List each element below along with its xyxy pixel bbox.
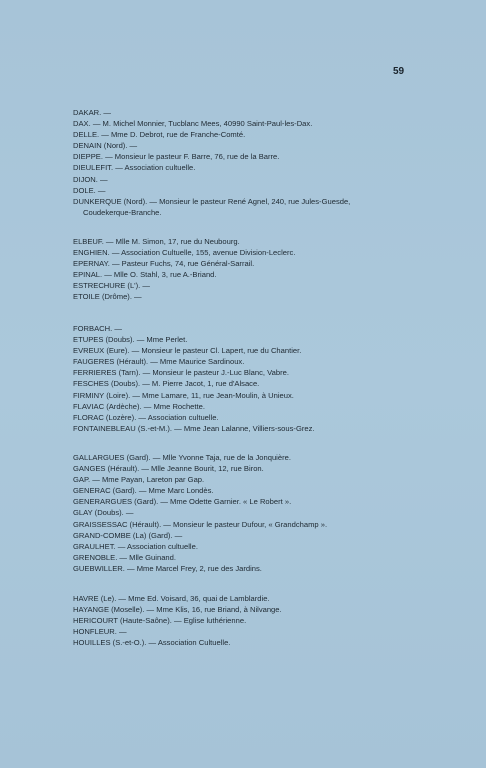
directory-entry: GUEBWILLER. — Mme Marcel Frey, 2, rue des Jardins.: [73, 563, 262, 573]
section-e: [73, 236, 373, 303]
directory-entry: FAUGERES (Hérault). — Mme Maurice Sardinoux.: [73, 357, 245, 367]
directory-entry: GRAISSESSAC (Hérault). — Monsieur le pasteur Dufour, « Grandchamp ».: [73, 519, 328, 529]
directory-entry: FORBACH. —: [73, 324, 122, 333]
directory-entry: ELBEUF. — Mlle M. Simon, 17, rue du Neubourg.: [73, 237, 240, 246]
directory-entry: DOLE. —: [73, 185, 106, 195]
directory-entry: HAVRE (Le). — Mme Ed. Voisard, 36, quai de Lamblardie.: [73, 594, 270, 603]
section-h: [73, 593, 373, 648]
section-g: [73, 452, 373, 574]
directory-entry: EPINAL. — Mlle O. Stahl, 3, rue A.-Briand.: [73, 270, 217, 280]
directory-entry: FLAVIAC (Ardèche). — Mme Rochette.: [73, 401, 205, 411]
directory-entry: FESCHES (Doubs). — M. Pierre Jacot, 1, rue d'Alsace.: [73, 379, 260, 389]
directory-entry: ETUPES (Doubs). — Mme Perlet.: [73, 335, 188, 345]
directory-entry: GALLARGUES (Gard). — Mlle Yvonne Taja, rue de la Jonquière.: [73, 453, 291, 462]
directory-entry: DAKAR. —: [73, 108, 111, 117]
directory-entry-continuation: Coudekerque-Branche.: [83, 207, 162, 217]
directory-entry: HAYANGE (Moselle). — Mme Klis, 16, rue Briand, à Nilvange.: [73, 605, 282, 615]
directory-entry: DIEULEFIT. — Association cultuelle.: [73, 163, 196, 173]
directory-entry: EVREUX (Eure). — Monsieur le pasteur Cl. Lapert, rue du Chantier.: [73, 346, 302, 356]
directory-entry: FONTAINEBLEAU (S.-et-M.). — Mme Jean Lalanne, Villiers-sous-Grez.: [73, 423, 315, 433]
section-f: [73, 323, 373, 434]
directory-entry: GENERARGUES (Gard). — Mme Odette Garnier. « Le Robert ».: [73, 497, 292, 507]
directory-entry: GRAND-COMBE (La) (Gard). —: [73, 530, 183, 540]
page-number: 59: [393, 66, 405, 77]
directory-entry: ENGHIEN. — Association Cultuelle, 155, avenue Division-Leclerc.: [73, 248, 296, 258]
directory-entry: EPERNAY. — Pasteur Fuchs, 74, rue Général-Sarrail.: [73, 259, 255, 269]
directory-entry: GLAY (Doubs). —: [73, 508, 134, 518]
section-d: [73, 107, 373, 218]
directory-entry: ETOILE (Drôme). —: [73, 292, 142, 302]
directory-entry: GRAULHET. — Association cultuelle.: [73, 541, 198, 551]
directory-entry: DUNKERQUE (Nord). — Monsieur le pasteur René Agnel, 240, rue Jules-Guesde,: [73, 196, 351, 206]
directory-entry: ESTRECHURE (L'). —: [73, 281, 150, 291]
directory-entry: DIEPPE. — Monsieur le pasteur F. Barre, 76, rue de la Barre.: [73, 152, 280, 162]
directory-entry: DENAIN (Nord). —: [73, 141, 138, 151]
directory-entry: FIRMINY (Loire). — Mme Lamare, 11, rue Jean-Moulin, à Unieux.: [73, 390, 294, 400]
directory-entry: HERICOURT (Haute-Saône). — Eglise luthérienne.: [73, 616, 247, 626]
directory-entry: HOUILLES (S.-et-O.). — Association Cultuelle.: [73, 638, 231, 648]
directory-entry: DAX. — M. Michel Monnier, Tucblanc Mees, 40990 Saint-Paul-les-Dax.: [73, 119, 313, 129]
directory-entry: GRENOBLE. — Mlle Guinand.: [73, 552, 176, 562]
directory-entry: DIJON. —: [73, 174, 108, 184]
directory-entry: DELLE. — Mme D. Debrot, rue de Franche-Comté.: [73, 130, 246, 140]
directory-entry: GANGES (Hérault). — Mlle Jeanne Bourit, 12, rue Biron.: [73, 464, 264, 474]
directory-entry: GAP. — Mme Payan, Lareton par Gap.: [73, 475, 205, 485]
directory-entry: HONFLEUR. —: [73, 627, 127, 637]
directory-entry: GENERAC (Gard). — Mme Marc Londès.: [73, 486, 214, 496]
directory-entry: FERRIERES (Tarn). — Monsieur le pasteur J.-Luc Blanc, Vabre.: [73, 368, 289, 378]
directory-entry: FLORAC (Lozère). — Association cultuelle.: [73, 412, 219, 422]
